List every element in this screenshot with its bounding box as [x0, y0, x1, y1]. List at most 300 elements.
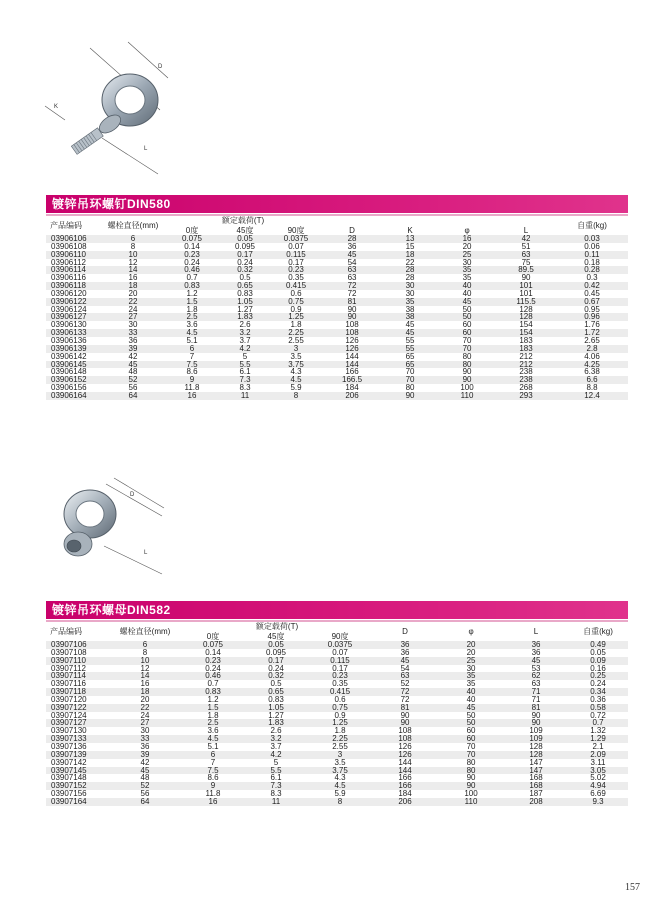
table-cell: 1.2: [182, 696, 244, 704]
table-cell: 03907114: [46, 672, 108, 680]
table-cell: 03907112: [46, 665, 108, 673]
table-cell: 166: [372, 782, 438, 790]
table-cell: 03907139: [46, 751, 108, 759]
table-cell: 2.65: [556, 337, 628, 345]
table-cell: 8.3: [220, 384, 270, 392]
table-cell: 45: [322, 251, 382, 259]
table-cell: 0.45: [556, 290, 628, 298]
table-cell: 25: [438, 657, 504, 665]
table-cell: 128: [504, 751, 568, 759]
table-cell: 110: [438, 392, 496, 400]
table-cell: 30: [102, 321, 164, 329]
table-cell: 0.75: [308, 704, 372, 712]
table-cell: 0.32: [220, 266, 270, 274]
table-cell: 0.65: [220, 282, 270, 290]
table-cell: 03906114: [46, 266, 102, 274]
table-cell: 212: [496, 361, 556, 369]
table-cell: 0.46: [164, 266, 220, 274]
table-cell: 0.23: [308, 672, 372, 680]
table-cell: 187: [504, 790, 568, 798]
header-45-degree-2: 45度: [267, 631, 285, 641]
table-cell: 48: [102, 368, 164, 376]
table-cell: 108: [372, 727, 438, 735]
table-cell: 3.05: [568, 767, 628, 775]
table-cell: 03906142: [46, 353, 102, 361]
table-cell: 6.6: [556, 376, 628, 384]
table-cell: 53: [504, 665, 568, 673]
table-cell: 11.8: [164, 384, 220, 392]
table-cell: 70: [382, 368, 438, 376]
table-cell: 03906130: [46, 321, 102, 329]
header-load-title-2: 额定载荷(T): [255, 622, 299, 631]
table-cell: 7.5: [182, 767, 244, 775]
table-cell: 25: [438, 251, 496, 259]
table-cell: 80: [438, 767, 504, 775]
table-cell: 0.07: [308, 649, 372, 657]
table-cell: 0.67: [556, 298, 628, 306]
table-cell: 27: [102, 313, 164, 321]
table-cell: 16: [108, 680, 182, 688]
table-cell: 28: [382, 274, 438, 282]
table-cell: 45: [382, 321, 438, 329]
table-cell: 18: [108, 688, 182, 696]
table-cell: 3.5: [308, 759, 372, 767]
table-cell: 4.94: [568, 782, 628, 790]
header-code: 产品编码: [50, 221, 82, 230]
header-90-degree: 90度: [287, 225, 305, 235]
dim-k-label: K: [54, 104, 59, 110]
table-cell: 63: [504, 680, 568, 688]
table-cell: 168: [504, 782, 568, 790]
table-cell: 1.05: [220, 298, 270, 306]
table-cell: 3.75: [270, 361, 322, 369]
dim-l-label: L: [144, 146, 148, 152]
table-cell: 40: [438, 688, 504, 696]
table-cell: 0.14: [164, 243, 220, 251]
table-cell: 24: [108, 712, 182, 720]
table-cell: 22: [382, 259, 438, 267]
table-cell: 11: [244, 798, 308, 806]
table-cell: 1.72: [556, 329, 628, 337]
table-cell: 0.3: [556, 274, 628, 282]
table-cell: 5.9: [270, 384, 322, 392]
table-cell: 28: [382, 266, 438, 274]
table-cell: 71: [504, 688, 568, 696]
table-cell: 90: [322, 313, 382, 321]
table-cell: 3.6: [164, 321, 220, 329]
table-cell: 166: [322, 368, 382, 376]
table-cell: 90: [504, 719, 568, 727]
table-cell: 3: [270, 345, 322, 353]
table-cell: 0.7: [182, 680, 244, 688]
table-cell: 63: [372, 672, 438, 680]
table-cell: 166.5: [322, 376, 382, 384]
section-title-din582: 镀锌吊环螺母DIN582: [46, 601, 628, 619]
table-cell: 1.8: [270, 321, 322, 329]
table-cell: 60: [438, 727, 504, 735]
table-cell: 9: [164, 376, 220, 384]
table-cell: 52: [108, 782, 182, 790]
din580-table: [46, 216, 628, 400]
table-cell: 0.415: [270, 282, 322, 290]
header-phi-2: φ: [468, 627, 474, 636]
header-weight: 自重(kg): [577, 221, 607, 230]
dim-d-label-2: D: [130, 492, 135, 498]
table-cell: 0.65: [244, 688, 308, 696]
table-cell: 1.2: [164, 290, 220, 298]
table-cell: 4.5: [182, 735, 244, 743]
table-cell: 0.03: [556, 235, 628, 243]
table-cell: 1.25: [308, 719, 372, 727]
table-cell: 6: [102, 235, 164, 243]
table-cell: 0.83: [182, 688, 244, 696]
header-d-2: D: [402, 627, 408, 636]
table-cell: 03907145: [46, 767, 108, 775]
table-cell: 109: [504, 727, 568, 735]
dim-d-label: D: [158, 64, 163, 70]
table-cell: 50: [438, 719, 504, 727]
table-cell: 70: [438, 337, 496, 345]
table-cell: 45: [108, 767, 182, 775]
table-cell: 60: [438, 321, 496, 329]
table-cell: 0.0375: [308, 641, 372, 649]
table-cell: 0.415: [308, 688, 372, 696]
table-cell: 1.5: [182, 704, 244, 712]
table-row: [46, 798, 628, 806]
table-cell: 03907118: [46, 688, 108, 696]
table-cell: 35: [438, 274, 496, 282]
table-cell: 0.42: [556, 282, 628, 290]
table-cell: 03907120: [46, 696, 108, 704]
table-cell: 0.7: [164, 274, 220, 282]
table-cell: 45: [438, 704, 504, 712]
table-cell: 126: [322, 337, 382, 345]
table-cell: 8.6: [182, 774, 244, 782]
table-cell: 45: [372, 657, 438, 665]
table-cell: 03907124: [46, 712, 108, 720]
table-cell: 80: [438, 353, 496, 361]
table-cell: 3.7: [244, 743, 308, 751]
table-cell: 5: [220, 353, 270, 361]
table-cell: 0.49: [568, 641, 628, 649]
table-cell: 13: [382, 235, 438, 243]
table-cell: 35: [438, 672, 504, 680]
table-cell: 55: [382, 345, 438, 353]
table-cell: 54: [372, 665, 438, 673]
table-cell: 6.38: [556, 368, 628, 376]
din582-table-body: [46, 641, 628, 806]
table-cell: 238: [496, 368, 556, 376]
table-cell: 0.24: [244, 665, 308, 673]
table-cell: 15: [382, 243, 438, 251]
header-weight-2: 自重(kg): [583, 627, 613, 636]
table-cell: 0.83: [220, 290, 270, 298]
table-cell: 0.35: [308, 680, 372, 688]
table-cell: 0.095: [220, 243, 270, 251]
table-cell: 3.2: [244, 735, 308, 743]
table-cell: 03906136: [46, 337, 102, 345]
table-cell: 0.115: [270, 251, 322, 259]
table-cell: 4.2: [220, 345, 270, 353]
table-cell: 0.0375: [270, 235, 322, 243]
header-k: K: [407, 226, 413, 235]
table-cell: 75: [496, 259, 556, 267]
table-cell: 126: [372, 743, 438, 751]
table-cell: 03906116: [46, 274, 102, 282]
table-cell: 110: [438, 798, 504, 806]
table-cell: 03906124: [46, 306, 102, 314]
table-cell: 42: [108, 759, 182, 767]
table-cell: 4.06: [556, 353, 628, 361]
table-cell: 16: [182, 798, 244, 806]
header-d: D: [349, 226, 355, 235]
table-cell: 70: [438, 743, 504, 751]
table-cell: 70: [438, 345, 496, 353]
table-cell: 0.6: [270, 290, 322, 298]
table-cell: 9: [182, 782, 244, 790]
header-0-degree-2: 0度: [206, 631, 220, 641]
table-cell: 0.09: [568, 657, 628, 665]
table-cell: 1.76: [556, 321, 628, 329]
table-cell: 03906156: [46, 384, 102, 392]
table-cell: 22: [108, 704, 182, 712]
table-cell: 51: [496, 243, 556, 251]
table-cell: 03907164: [46, 798, 108, 806]
table-cell: 115.5: [496, 298, 556, 306]
table-cell: 27: [108, 719, 182, 727]
table-cell: 45: [382, 329, 438, 337]
table-cell: 0.05: [220, 235, 270, 243]
table-cell: 03906152: [46, 376, 102, 384]
table-cell: 50: [438, 712, 504, 720]
table-cell: 03906122: [46, 298, 102, 306]
header-load-group: [164, 216, 322, 225]
table-cell: 03906164: [46, 392, 102, 400]
table-cell: 20: [438, 243, 496, 251]
table-cell: 71: [504, 696, 568, 704]
table-cell: 03907156: [46, 790, 108, 798]
din580-table-body: [46, 235, 628, 400]
table-cell: 6.1: [220, 368, 270, 376]
table-cell: 90: [496, 274, 556, 282]
table-cell: 90: [438, 774, 504, 782]
table-cell: 1.83: [244, 719, 308, 727]
header-code-2: 产品编码: [50, 627, 82, 636]
header-0-degree: 0度: [185, 225, 199, 235]
table-cell: 1.29: [568, 735, 628, 743]
table-cell: 90: [504, 712, 568, 720]
table-cell: 81: [504, 704, 568, 712]
table-cell: 0.34: [568, 688, 628, 696]
table-cell: 81: [372, 704, 438, 712]
table-cell: 0.24: [568, 680, 628, 688]
table-cell: 0.46: [182, 672, 244, 680]
table-cell: 4.3: [308, 774, 372, 782]
table-cell: 184: [372, 790, 438, 798]
table-cell: 0.095: [244, 649, 308, 657]
table-cell: 10: [108, 657, 182, 665]
table-cell: 3.2: [220, 329, 270, 337]
table-cell: 108: [322, 329, 382, 337]
table-cell: 2.5: [164, 313, 220, 321]
table-cell: 90: [438, 368, 496, 376]
header-diameter: 螺栓直径(mm): [107, 221, 159, 230]
table-cell: 238: [496, 376, 556, 384]
table-cell: 2.25: [270, 329, 322, 337]
table-cell: 0.23: [164, 251, 220, 259]
table-cell: 7: [164, 353, 220, 361]
table-cell: 4.5: [308, 782, 372, 790]
table-row: [46, 392, 628, 400]
table-cell: 12: [102, 259, 164, 267]
table-cell: 0.95: [556, 306, 628, 314]
table-cell: 108: [322, 321, 382, 329]
table-cell: 90: [372, 719, 438, 727]
table-cell: 0.83: [244, 696, 308, 704]
table-cell: 154: [496, 329, 556, 337]
table-cell: 0.18: [556, 259, 628, 267]
table-cell: 1.8: [182, 712, 244, 720]
table-cell: 40: [438, 282, 496, 290]
table-cell: 80: [438, 361, 496, 369]
table-cell: 28: [322, 235, 382, 243]
table-cell: 14: [108, 672, 182, 680]
table-cell: 40: [438, 290, 496, 298]
table-cell: 0.6: [308, 696, 372, 704]
table-cell: 6: [164, 345, 220, 353]
table-cell: 9.3: [568, 798, 628, 806]
table-cell: 1.25: [270, 313, 322, 321]
table-cell: 0.72: [568, 712, 628, 720]
table-cell: 144: [372, 759, 438, 767]
table-cell: 2.1: [568, 743, 628, 751]
table-cell: 03907148: [46, 774, 108, 782]
table-cell: 128: [496, 306, 556, 314]
table-cell: 183: [496, 345, 556, 353]
table-cell: 20: [438, 649, 504, 657]
table-cell: 8: [308, 798, 372, 806]
table-cell: 16: [164, 392, 220, 400]
table-cell: 268: [496, 384, 556, 392]
table-cell: 2.5: [182, 719, 244, 727]
table-cell: 0.23: [182, 657, 244, 665]
table-cell: 1.27: [220, 306, 270, 314]
header-diameter-2: 螺栓直径(mm): [119, 627, 171, 636]
table-cell: 2.8: [556, 345, 628, 353]
table-cell: 2.55: [270, 337, 322, 345]
table-cell: 4.3: [270, 368, 322, 376]
table-cell: 5.5: [244, 767, 308, 775]
table-cell: 8.3: [244, 790, 308, 798]
table-cell: 52: [372, 680, 438, 688]
table-cell: 206: [372, 798, 438, 806]
table-cell: 65: [382, 361, 438, 369]
table-cell: 62: [504, 672, 568, 680]
dim-l-label-2: L: [144, 550, 148, 556]
table-cell: 03907133: [46, 735, 108, 743]
table-cell: 101: [496, 282, 556, 290]
header-45-degree: 45度: [236, 225, 254, 235]
table-cell: 72: [322, 290, 382, 298]
table-cell: 183: [496, 337, 556, 345]
table-cell: 33: [108, 735, 182, 743]
table-cell: 144: [372, 767, 438, 775]
table-cell: 1.05: [244, 704, 308, 712]
table-cell: 168: [504, 774, 568, 782]
table-cell: 3.75: [308, 767, 372, 775]
table-cell: 100: [438, 790, 504, 798]
table-cell: 0.28: [556, 266, 628, 274]
header-load-group-2: [182, 622, 372, 631]
table-cell: 0.32: [244, 672, 308, 680]
table-cell: 30: [382, 290, 438, 298]
table-cell: 5.02: [568, 774, 628, 782]
table-cell: 0.24: [220, 259, 270, 267]
table-cell: 101: [496, 290, 556, 298]
table-cell: 0.07: [270, 243, 322, 251]
table-cell: 42: [102, 353, 164, 361]
table-cell: 48: [108, 774, 182, 782]
table-cell: 80: [382, 384, 438, 392]
table-cell: 0.7: [568, 719, 628, 727]
table-cell: 14: [102, 266, 164, 274]
table-cell: 90: [382, 392, 438, 400]
table-cell: 16: [438, 235, 496, 243]
table-cell: 0.9: [308, 712, 372, 720]
table-cell: 18: [382, 251, 438, 259]
table-cell: 70: [438, 751, 504, 759]
table-cell: 0.83: [164, 282, 220, 290]
table-cell: 4.2: [244, 751, 308, 759]
table-cell: 0.24: [164, 259, 220, 267]
table-cell: 4.5: [270, 376, 322, 384]
table-cell: 64: [108, 798, 182, 806]
table-cell: 1.8: [164, 306, 220, 314]
table-cell: 03906139: [46, 345, 102, 353]
table-cell: 212: [496, 353, 556, 361]
table-cell: 03907106: [46, 641, 108, 649]
header-90-degree-2: 90度: [331, 631, 349, 641]
table-cell: 5: [244, 759, 308, 767]
table-cell: 7.3: [220, 376, 270, 384]
table-cell: 03907122: [46, 704, 108, 712]
table-cell: 0.36: [568, 696, 628, 704]
table-cell: 03907152: [46, 782, 108, 790]
table-cell: 2.6: [244, 727, 308, 735]
table-cell: 03907110: [46, 657, 108, 665]
table-cell: 03907127: [46, 719, 108, 727]
table-cell: 3.5: [270, 353, 322, 361]
table-cell: 0.16: [568, 665, 628, 673]
table-cell: 5.9: [308, 790, 372, 798]
table-cell: 39: [108, 751, 182, 759]
table-cell: 11.8: [182, 790, 244, 798]
table-cell: 0.5: [244, 680, 308, 688]
table-cell: 90: [322, 306, 382, 314]
table-cell: 4.5: [164, 329, 220, 337]
table-cell: 108: [372, 735, 438, 743]
table-cell: 03906145: [46, 361, 102, 369]
table-cell: 35: [438, 680, 504, 688]
table-cell: 45: [504, 657, 568, 665]
table-cell: 8: [102, 243, 164, 251]
table-cell: 7: [182, 759, 244, 767]
table-cell: 144: [322, 353, 382, 361]
table-cell: 18: [102, 282, 164, 290]
table-cell: 55: [382, 337, 438, 345]
table-cell: 128: [504, 743, 568, 751]
table-cell: 70: [382, 376, 438, 384]
